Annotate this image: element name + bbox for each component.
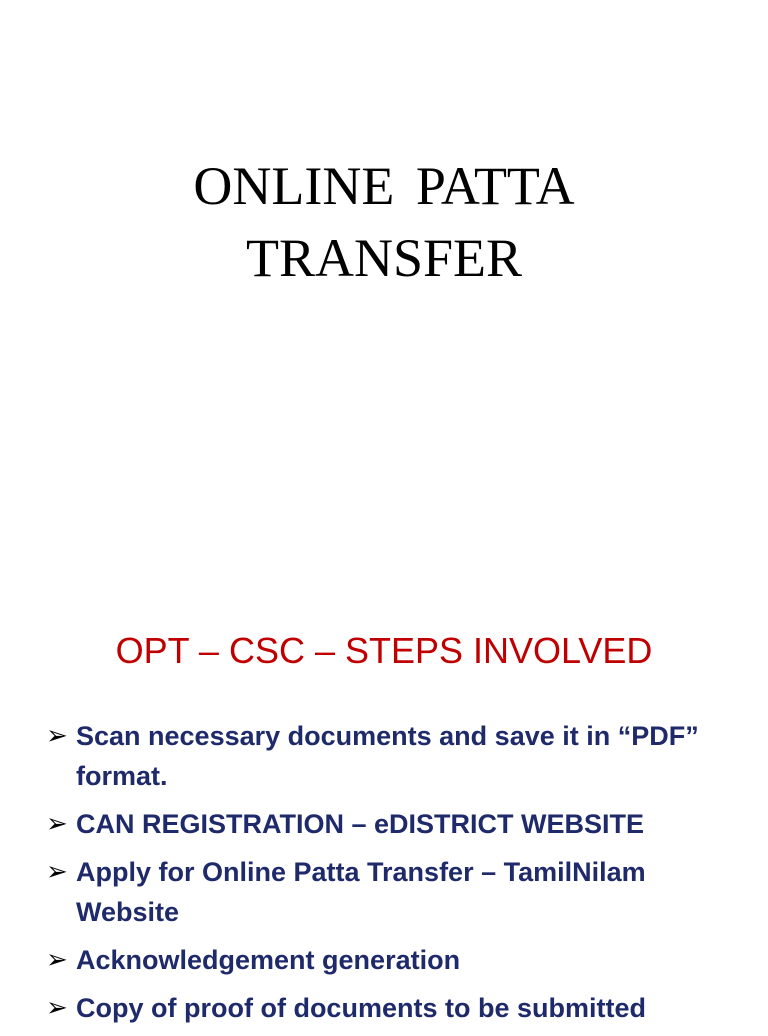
steps-list [46, 716, 746, 1036]
arrowhead-bullet-icon: ➢ [46, 721, 68, 751]
step-item [46, 940, 746, 980]
arrowhead-bullet-icon: ➢ [46, 857, 68, 887]
step-text: Copy of proof of documents to be submitted [76, 993, 646, 1023]
slide-title-line-2: TRANSFER [245, 228, 523, 288]
slide-title-line-1: ONLINE PATTA [193, 156, 575, 216]
step-item [46, 852, 746, 932]
section-heading: OPT – CSC – STEPS INVOLVED [115, 630, 653, 671]
step-item [46, 804, 746, 844]
step-item [46, 988, 746, 1028]
step-text: CAN REGISTRATION – eDISTRICT WEBSITE [76, 809, 645, 839]
arrowhead-bullet-icon: ➢ [46, 993, 68, 1023]
slide-title [0, 150, 768, 294]
step-text: Acknowledgement generation [76, 945, 461, 975]
step-item [46, 716, 746, 796]
step-text: Scan necessary documents and save it in “PDF” format. [76, 721, 699, 791]
arrowhead-bullet-icon: ➢ [46, 945, 68, 975]
step-text: Apply for Online Patta Transfer – TamilNilam Website [76, 857, 646, 927]
arrowhead-bullet-icon: ➢ [46, 809, 68, 839]
